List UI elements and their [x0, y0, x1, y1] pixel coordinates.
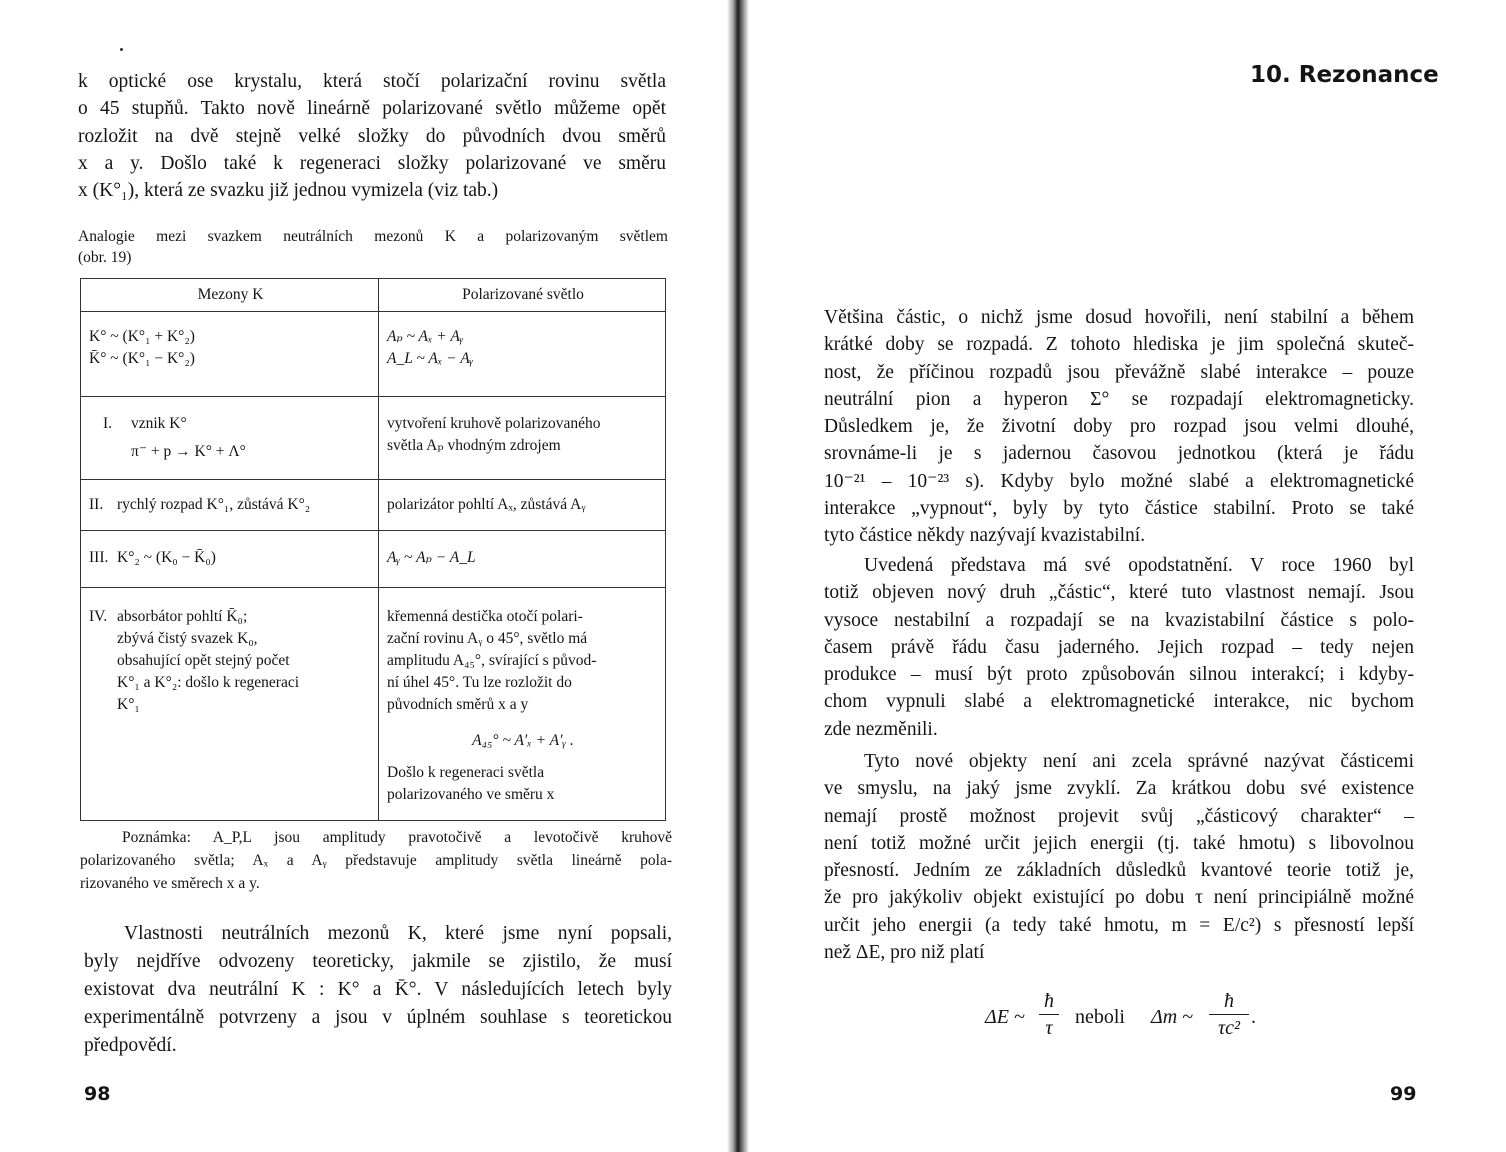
body-paragraph-2 — [824, 552, 1414, 743]
formula-lhs-energy: ΔE ~ — [985, 1006, 1025, 1028]
formula-fraction-1 — [1039, 990, 1059, 1039]
cell-line: K̄° ~ (K°₁ − K°₂) — [89, 350, 195, 367]
cell-line: polarizátor pohltí Aₓ, zůstává Aᵧ — [387, 496, 586, 513]
cell-line: Aₚ ~ Aₓ + Aᵧ — [387, 328, 464, 345]
formula-fraction-2 — [1209, 990, 1249, 1039]
cell-line: zační rovinu Aᵧ o 45°, světlo má — [387, 630, 588, 647]
cell-line: K° ~ (K°₁ + K°₂) — [89, 328, 195, 345]
formula-denominator: τc² — [1217, 1017, 1241, 1039]
body-line: zde nezměnili. — [824, 718, 938, 740]
body-line: totiž objeven nový druh „částic“, které tuto vlastnost nemají. Jsou — [824, 582, 1414, 604]
formula-numerator: ħ — [1044, 990, 1054, 1012]
body-line: Důsledkem je, že životní doby pro rozpad jsou velmi dlouhé, — [824, 416, 1414, 438]
cell-line: K°₁ — [117, 696, 140, 713]
cell-line: Aᵧ ~ Aₚ − A_L — [387, 549, 476, 566]
body-line: interakce „vypnout“, byly by tyto částice stabilní. Proto se také — [824, 498, 1414, 520]
body-line: ve smyslu, na jaký jsme zvyklí. Za krátkou dobu své existence — [824, 778, 1414, 800]
body-line: srovnáme-li je s jadernou časovou jednotkou (která je řádu — [824, 443, 1414, 465]
fraction-bar — [1209, 1014, 1249, 1015]
body-line: tyto částice někdy nazývají kvazistabilní. — [824, 525, 1146, 547]
cell-line: K°₁ a K°₂: došlo k regeneraci — [117, 674, 300, 691]
formula-numerator: ħ — [1224, 990, 1234, 1012]
cell-line: obsahující opět stejný počet — [117, 652, 290, 669]
cell-line: polarizovaného ve směru x — [387, 786, 555, 803]
body-line: 10⁻²¹ – 10⁻²³ s). Kdyby bylo možné slabé a elektromagnetické — [824, 470, 1414, 492]
cell-line: rychlý rozpad K°₁, zůstává K°₂ — [117, 496, 311, 513]
cell-line: křemenná destička otočí polari- — [387, 608, 583, 625]
formula-lhs-mass: Δm ~ — [1151, 1006, 1194, 1028]
cell-line: ní úhel 45°. Tu lze rozložit do — [387, 674, 572, 691]
outro-paragraph — [84, 920, 672, 1060]
cell-line: absorbátor pohltí K̄₀; — [117, 608, 248, 625]
cell-line: zbývá čistý svazek K₀, — [117, 630, 258, 647]
cell-line: amplitudu A₄₅°, svírající s původ- — [387, 652, 597, 669]
page-number-right: 99 — [1390, 1083, 1417, 1105]
intro-line: o 45 stupňů. Takto nově lineárně polarizované světlo můžeme opět — [78, 98, 666, 120]
body-line: nemají prostě možnost projevit svůj „částicový charakter“ – — [824, 805, 1414, 827]
body-line: produkce – musí být proto způsobován silnou interakcí; i kdyby- — [824, 664, 1414, 686]
caption-line: (obr. 19) — [78, 249, 132, 266]
outro-line: existovat dva neutrální K : K° a K̄°. V následujících letech byly — [84, 979, 672, 1000]
row-label: III. — [89, 549, 109, 566]
note-line: Poznámka: A_P,L jsou amplitudy pravotočivě a levotočivě kruhově — [122, 829, 672, 846]
cell-line: A_L ~ Aₓ − Aᵧ — [387, 350, 474, 367]
formula-denominator: τ — [1045, 1017, 1053, 1039]
cell-line: původních směrů x a y — [387, 696, 529, 713]
formula-middle-word: neboli — [1075, 1006, 1125, 1028]
cell-line: K°₂ ~ (K₀ − K̄₀) — [117, 549, 216, 566]
intro-paragraph — [78, 68, 666, 204]
outro-line: byly nejdříve odvozeny teoreticky, jakmile se zjistilo, že musí — [84, 951, 672, 972]
outro-line: experimentálně potvrzeny a jsou v úplném souhlase s teoretickou — [84, 1007, 672, 1028]
table-row — [81, 588, 666, 821]
outro-line: Vlastnosti neutrálních mezonů K, které jsme nyní popsali, — [124, 923, 672, 944]
body-line: krátké doby se rozpadá. Z tohoto hlediska je jim společná skuteč- — [824, 334, 1414, 356]
chapter-title: 10. Rezonance — [1250, 62, 1439, 88]
body-line: nost, že příčinou rozpadů jsou převážně slabé interakce – pouze — [824, 361, 1414, 383]
body-line: časem právě řádu času jaderného. Jejich rozpad – tedy nejen — [824, 636, 1414, 658]
table-row — [81, 480, 666, 531]
cell-line: vznik K° — [131, 415, 187, 432]
formula-period: . — [1251, 1006, 1256, 1028]
cell-line: Došlo k regeneraci světla — [387, 764, 545, 781]
header-kaons: Mezony K — [81, 279, 379, 312]
body-line: chom vypnuli slabé a elektromagnetické interakce, nic bychom — [824, 691, 1414, 713]
note-line: polarizovaného světla; Aₓ a Aᵧ představuje amplitudy světla lineárně pola- — [80, 852, 672, 869]
body-line: určit jeho energii (a tedy také hmotu, m = E/c²) s přesností lepší — [824, 914, 1414, 936]
outro-line: předpovědí. — [84, 1035, 177, 1056]
body-line: přesností. Jedním ze základních důsledků kvantové teorie totiž je, — [824, 860, 1414, 882]
body-paragraph-1 — [824, 304, 1414, 550]
row-label: I. — [103, 415, 113, 432]
analogy-table — [80, 278, 666, 821]
caption-line: Analogie mezi svazkem neutrálních mezonů K a polarizovaným světlem — [78, 228, 668, 245]
cell-formula: A₄₅° ~ A′ₓ + A′ᵧ . — [472, 732, 574, 749]
body-line: Většina částic, o nichž jsme dosud hovořili, není stabilní a během — [824, 307, 1414, 328]
header-light: Polarizované světlo — [379, 279, 666, 312]
table-row — [81, 397, 666, 480]
uncertainty-formula — [985, 990, 1275, 1050]
intro-line: k optické ose krystalu, která stočí polarizační rovinu světla — [78, 71, 666, 92]
speck — [120, 48, 123, 51]
body-line: než ΔE, pro niž platí — [824, 942, 985, 964]
note-line: rizovaného ve směrech x a y. — [80, 875, 260, 892]
body-line: Tyto nové objekty není ani zcela správné nazývat částicemi — [864, 751, 1414, 772]
table-row — [81, 531, 666, 588]
table-caption — [78, 226, 668, 268]
page-number-left: 98 — [84, 1083, 111, 1105]
body-line: vysoce nestabilní a rozpadají se na kvazistabilní částice s polo- — [824, 609, 1414, 631]
intro-line: x a y. Došlo také k regeneraci složky polarizované ve směru — [78, 152, 666, 174]
body-line: Uvedená představa má své opodstatnění. V roce 1960 byl — [864, 555, 1414, 576]
table-header-row — [81, 279, 666, 312]
cell-line: π⁻ + p → K° + Λ° — [131, 443, 246, 460]
table-row — [81, 312, 666, 397]
body-line: neutrální pion a hyperon Σ° se rozpadají elektromagneticky. — [824, 388, 1414, 410]
cell-line: vytvoření kruhově polarizovaného — [387, 415, 601, 432]
row-label: II. — [89, 496, 104, 513]
fraction-bar — [1039, 1014, 1059, 1015]
body-line: není totiž možné určit jejich energii (tj. také hmotu) s libovolnou — [824, 832, 1414, 854]
intro-line: x (K°₁), která ze svazku již jednou vymizela (viz tab.) — [78, 180, 499, 202]
table-note — [80, 826, 672, 895]
cell-line: světla Aₚ vhodným zdrojem — [387, 437, 561, 454]
body-line: že pro jakýkoliv objekt existující po dobu τ není principiálně možné — [824, 887, 1414, 909]
intro-line: rozložit na dvě stejně velké složky do původních dvou směrů — [78, 125, 666, 147]
row-label: IV. — [89, 608, 108, 625]
body-paragraph-3 — [824, 748, 1414, 966]
